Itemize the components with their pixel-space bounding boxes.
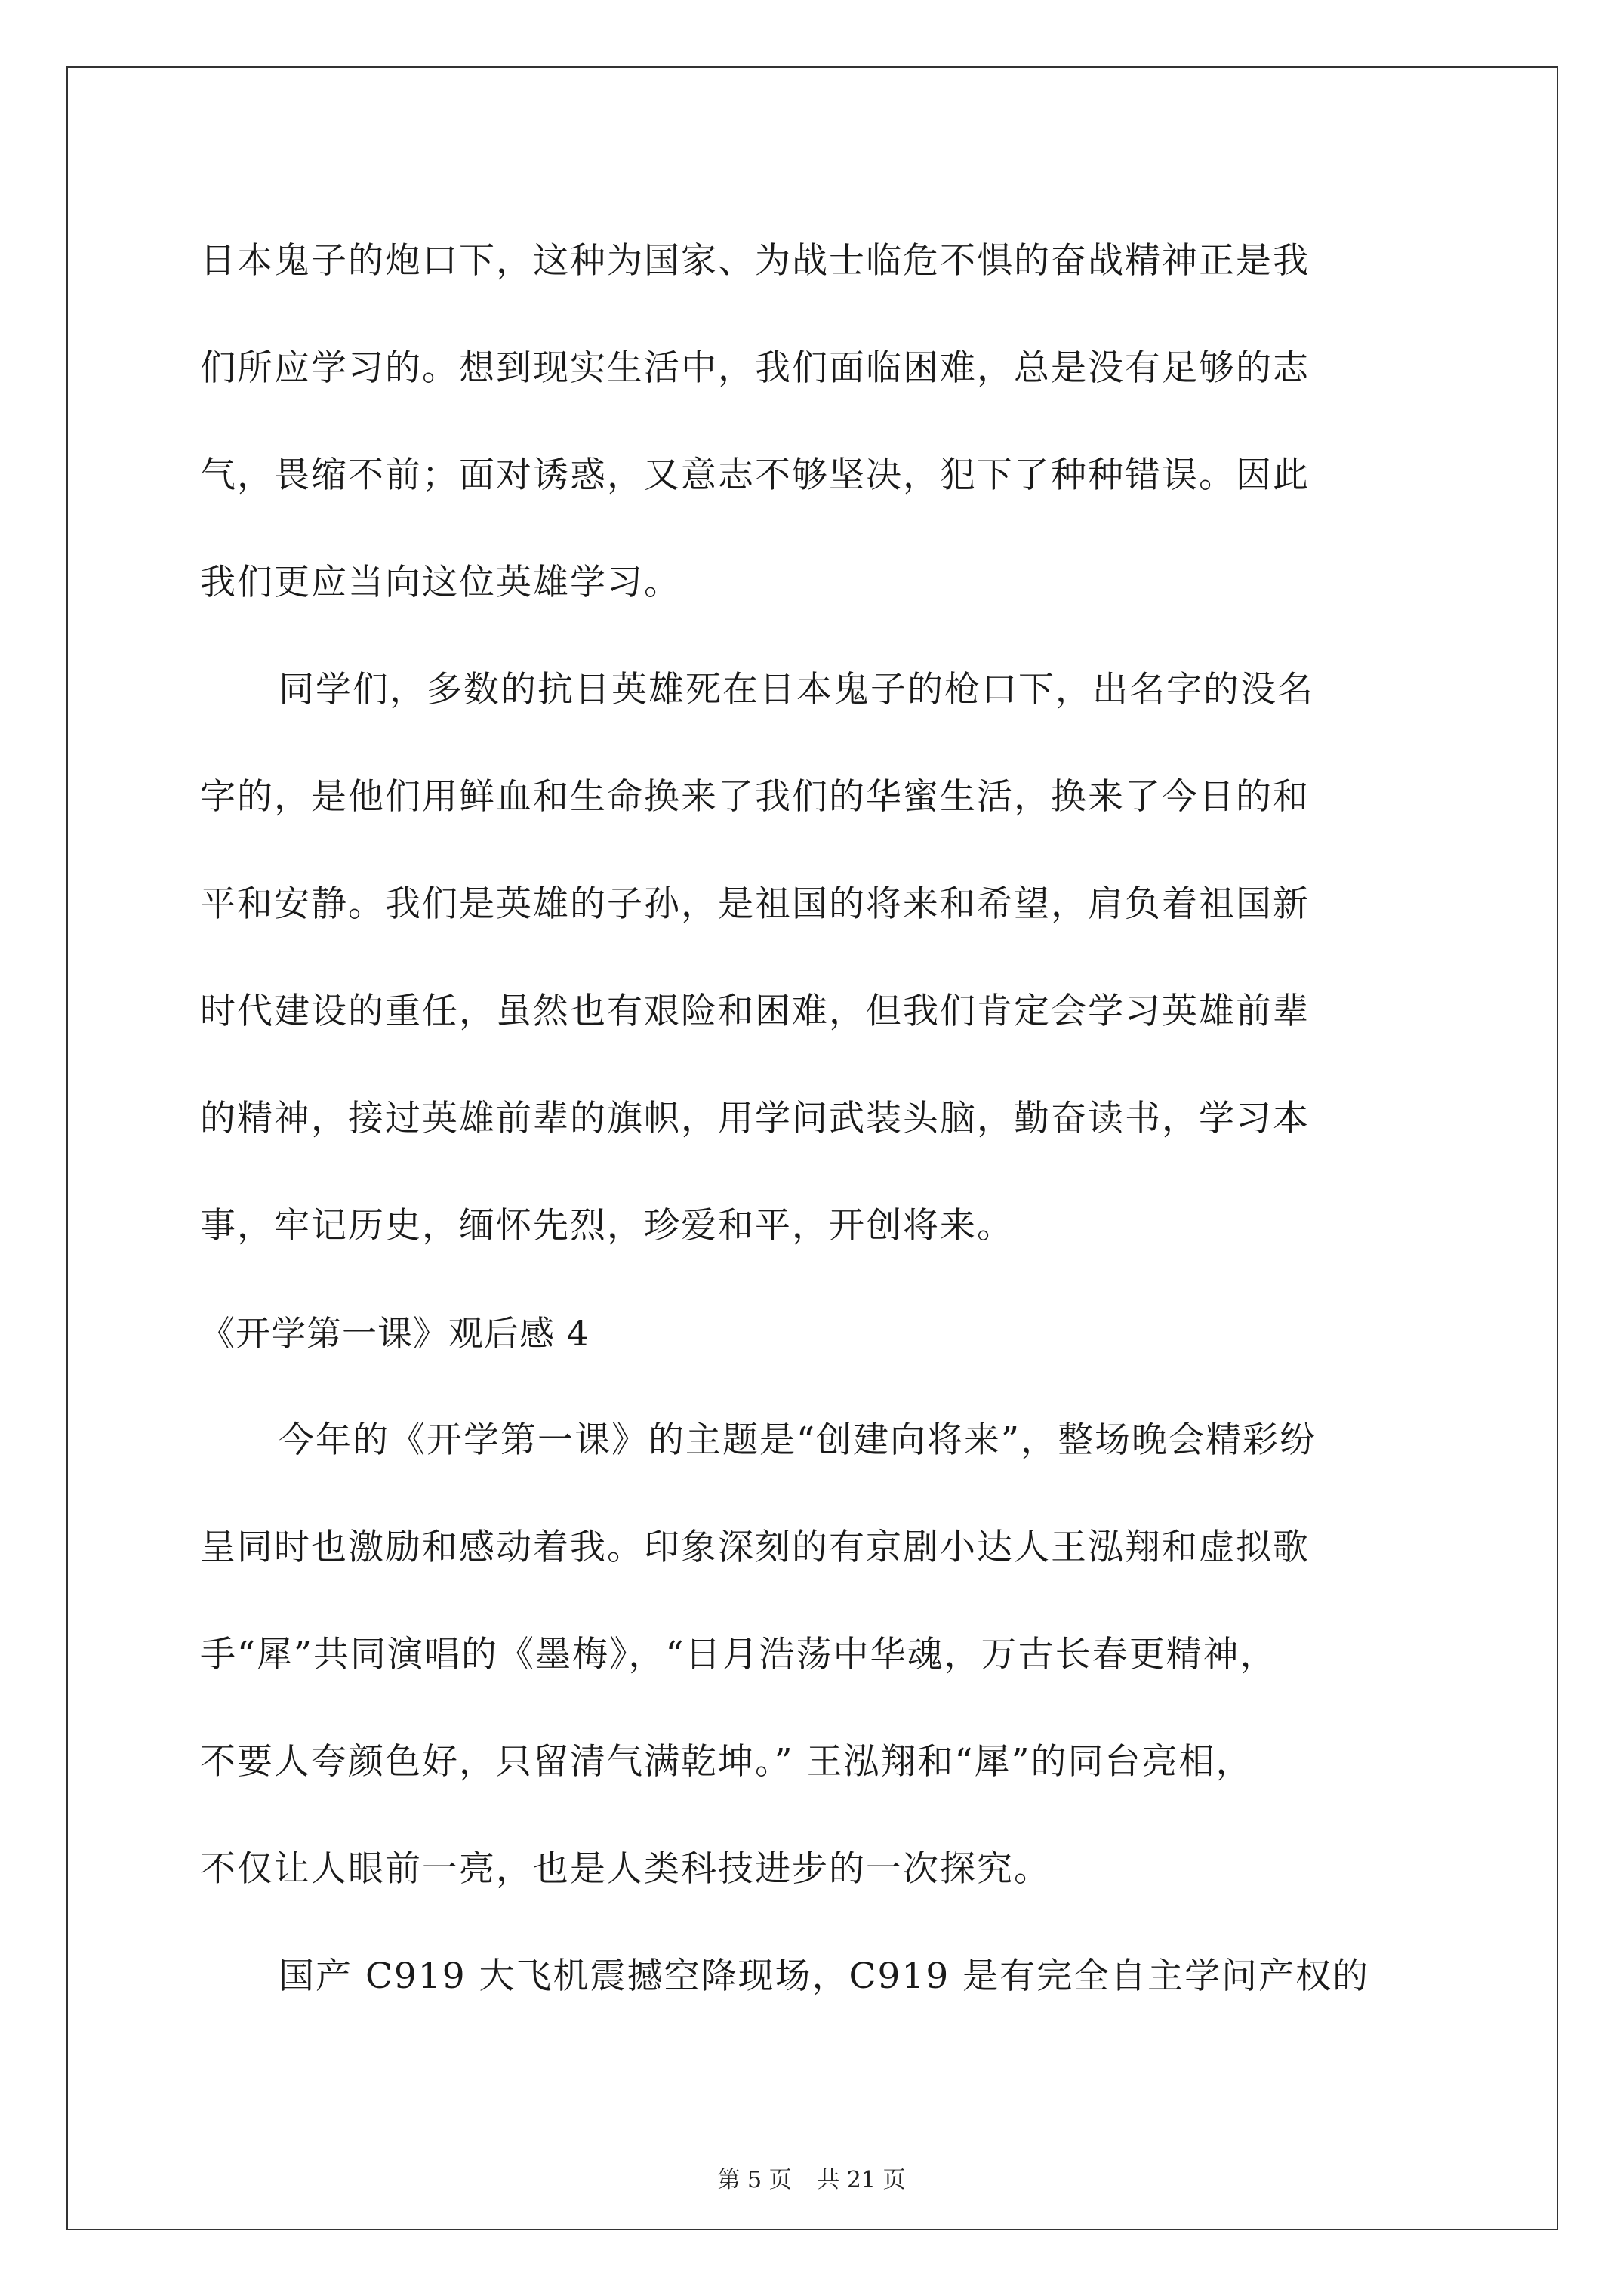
- paragraph-start-line: 国产 C919 大飞机震撼空降现场，C919 是有完全自主学问产权的: [279, 1955, 1370, 1997]
- text-line: 气，畏缩不前；面对诱惑，又意志不够坚决，犯下了种种错误。因此: [200, 455, 1310, 496]
- paragraph-start-line: 今年的《开学第一课》的主题是“创建向将来”，整场晚会精彩纷: [279, 1419, 1317, 1461]
- text-line: 我们更应当向这位英雄学习。: [200, 562, 681, 603]
- page-footer: [0, 2161, 1623, 2194]
- text-line: 平和安静。我们是英雄的子孙，是祖国的将来和希望，肩负着祖国新: [200, 883, 1310, 925]
- text-line: 呈同时也激励和感动着我。印象深刻的有京剧小达人王泓翔和虚拟歌: [200, 1527, 1310, 1568]
- text-line: 字的，是他们用鲜血和生命换来了我们的华蜜生活，换来了今日的和: [200, 776, 1310, 818]
- document-body: [200, 208, 1434, 2030]
- paragraph-start-line: 同学们，多数的抗日英雄死在日本鬼子的枪口下，出名字的没名: [279, 669, 1314, 710]
- page-number: 第 5 页: [717, 2167, 792, 2193]
- text-line: 事，牢记历史，缅怀先烈，珍爱和平，开创将来。: [200, 1205, 1014, 1247]
- text-line: 日本鬼子的炮口下，这种为国家、为战士临危不惧的奋战精神正是我: [200, 240, 1310, 282]
- section-heading: 《开学第一课》观后感 4: [200, 1313, 590, 1354]
- text-line: 们所应学习的。想到现实生活中，我们面临困难，总是没有足够的志: [200, 347, 1310, 389]
- text-line: 不要人夸颜色好，只留清气满乾坤。” 王泓翔和“犀”的同台亮相，: [200, 1741, 1253, 1783]
- text-line: 的精神，接过英雄前辈的旗帜，用学问武装头脑，勤奋读书，学习本: [200, 1098, 1310, 1139]
- page-total: 共 21 页: [817, 2167, 906, 2193]
- text-line: 手“犀”共同演唱的《墨梅》，“日月浩荡中华魂，万古长春更精神，: [200, 1634, 1277, 1675]
- text-line: 时代建设的重任，虽然也有艰险和困难，但我们肯定会学习英雄前辈: [200, 991, 1310, 1032]
- text-line: 不仅让人眼前一亮，也是人类科技进步的一次探究。: [200, 1848, 1051, 1890]
